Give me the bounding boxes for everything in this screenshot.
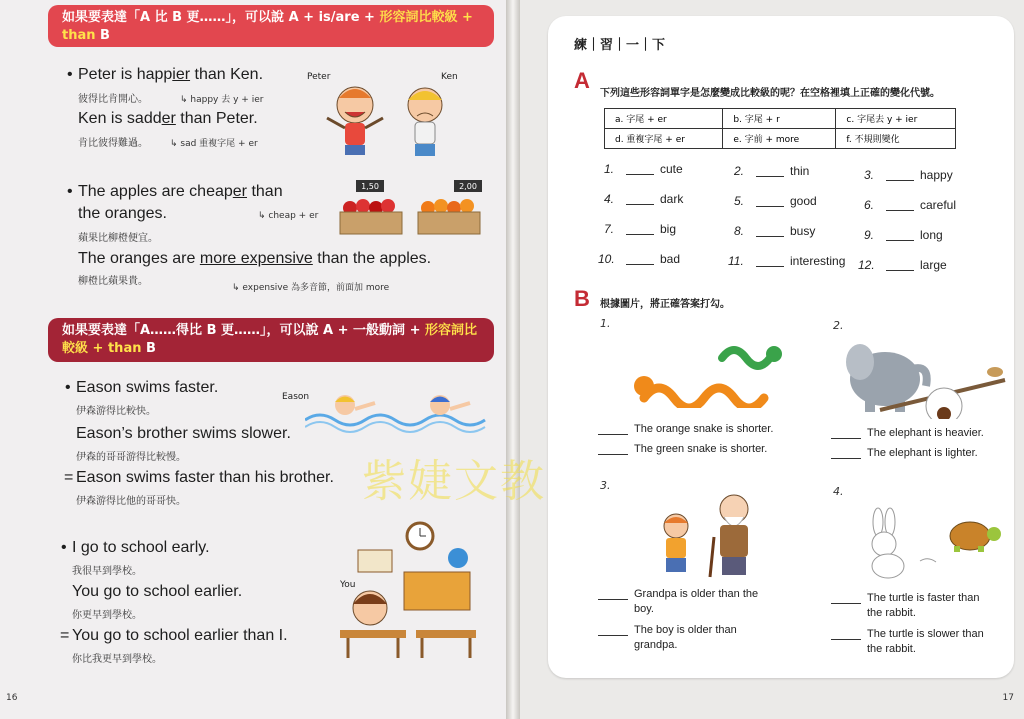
- option-f: f. 不規則變化: [836, 129, 956, 149]
- translation: 伊森游得比他的哥哥快。: [76, 496, 186, 507]
- answer-blank[interactable]: [626, 174, 654, 175]
- exercise-item[interactable]: 3. happy: [864, 168, 953, 182]
- rule-highlight-than: than: [107, 341, 142, 356]
- rabbit-figure: [872, 508, 904, 578]
- sentence-apples-cheaper-line2: the oranges.: [78, 205, 167, 222]
- option-c: c. 字尾去 y + ier: [836, 109, 956, 129]
- label-you: You: [340, 580, 356, 590]
- grandpa-boy-illustration: [654, 481, 774, 581]
- peter-figure: [327, 87, 383, 155]
- exercise-item[interactable]: 4. dark: [604, 192, 684, 206]
- sentence-i-go-early: • I go to school early.: [72, 539, 210, 557]
- brother-swimmer: [430, 395, 470, 415]
- label-ken: Ken: [441, 72, 458, 82]
- sentence-you-earlier-than-i: = You go to school earlier than I.: [72, 627, 288, 645]
- question-number: 3.: [600, 479, 611, 492]
- exercise-item[interactable]: 11. interesting: [728, 254, 846, 268]
- translation: 伊森游得比較快。: [76, 406, 156, 417]
- translation: 肯比彼得難過。: [78, 138, 148, 149]
- eason-swimmer: [335, 395, 375, 415]
- desk: [416, 630, 476, 638]
- exercise-item[interactable]: 2. thin: [734, 164, 810, 178]
- section-b-letter: B: [574, 286, 590, 311]
- sentence-eason-faster-than-brother: = Eason swims faster than his brother.: [76, 469, 334, 487]
- checkbox-blank[interactable]: [598, 454, 628, 455]
- answer-option[interactable]: The boy is older than: [598, 624, 737, 636]
- exercise-card: [548, 16, 1014, 678]
- exercise-item[interactable]: 5. good: [734, 194, 817, 208]
- grammar-note: ↳ cheap + er: [258, 211, 319, 221]
- answer-blank[interactable]: [886, 210, 914, 211]
- sentence-oranges-more-expensive: The oranges are more expensive than the apples.: [78, 250, 432, 267]
- page-number-left: 16: [6, 693, 18, 703]
- grandpa-figure: [710, 495, 748, 577]
- checkbox-blank[interactable]: [831, 438, 861, 439]
- translation: 伊森的哥哥游得比較慢。: [76, 452, 186, 463]
- answer-option[interactable]: The turtle is faster than: [831, 592, 980, 604]
- orange-snake: [644, 388, 764, 408]
- answer-blank[interactable]: [756, 206, 784, 207]
- checkbox-blank[interactable]: [598, 434, 628, 435]
- rule-highlight-than: than: [62, 28, 96, 43]
- label-eason: Eason: [282, 392, 310, 402]
- answer-option[interactable]: Grandpa is older than the: [598, 588, 758, 600]
- exercise-item[interactable]: 6. careful: [864, 198, 957, 212]
- snakes-illustration: [634, 328, 784, 408]
- globe-icon: [448, 548, 468, 568]
- answer-blank[interactable]: [756, 176, 784, 177]
- answer-option-cont: the rabbit.: [867, 607, 916, 619]
- exercise-title: 練｜習｜一｜下: [574, 38, 666, 53]
- translation: 蘋果比柳橙便宜。: [78, 233, 158, 244]
- rule-highlight: 形容詞比較級: [379, 10, 458, 25]
- translation: 你比我更早到學校。: [72, 654, 162, 665]
- rule-text-b: B: [141, 341, 156, 356]
- answer-blank[interactable]: [626, 234, 654, 235]
- green-snake: [722, 350, 770, 366]
- exercise-item[interactable]: 9. long: [864, 228, 943, 242]
- answer-blank[interactable]: [626, 204, 654, 205]
- cabinet: [404, 572, 470, 610]
- sentence-ken-sadder: Ken is sadder than Peter.: [78, 110, 258, 127]
- option-d: d. 重複字尾 + er: [605, 129, 723, 149]
- options-table: [604, 108, 956, 149]
- option-e: e. 字前 + more: [723, 129, 836, 149]
- watermark: 紫婕文教: [362, 456, 546, 507]
- exercise-item[interactable]: 1. cute: [604, 162, 683, 176]
- sentence-peter-happier: • Peter is happier than Ken.: [78, 66, 263, 84]
- rule-text: 如果要表達「A 比 B 更……」，可以說 A + is/are +: [62, 10, 380, 25]
- ken-figure: [408, 88, 442, 156]
- boy-figure: [664, 514, 688, 572]
- answer-blank[interactable]: [886, 240, 914, 241]
- rule-box-comparative-verb: [48, 318, 494, 362]
- book-spine: [506, 0, 520, 719]
- grammar-note: ↳ sad 重複字尾 + er: [170, 139, 258, 149]
- answer-option[interactable]: The orange snake is shorter.: [598, 423, 773, 435]
- answer-blank[interactable]: [886, 180, 914, 181]
- classroom-illustration: [340, 520, 485, 660]
- turtle-rabbit-illustration: [858, 506, 1008, 581]
- answer-blank[interactable]: [886, 270, 914, 271]
- rule-highlight: 形容詞比較級: [62, 323, 478, 356]
- section-a-letter: A: [574, 68, 590, 93]
- checkbox-blank[interactable]: [831, 639, 861, 640]
- swimmers-illustration: [305, 385, 490, 435]
- question-number: 4.: [833, 485, 844, 498]
- seesaw-illustration: [840, 324, 1010, 419]
- answer-blank[interactable]: [626, 264, 654, 265]
- turtle-figure: [950, 522, 1001, 552]
- abacus: [358, 550, 392, 572]
- translation: 你更早到學校。: [72, 610, 142, 621]
- answer-option-cont: boy.: [634, 603, 654, 615]
- translation: 我很早到學校。: [72, 566, 142, 577]
- option-b: b. 字尾 + r: [723, 109, 836, 129]
- sentence-you-go-earlier: You go to school earlier.: [72, 583, 243, 600]
- fruit-crates-illustration: [336, 178, 486, 238]
- checkbox-blank[interactable]: [831, 458, 861, 459]
- rule-box-comparative-be: [48, 5, 494, 47]
- answer-option[interactable]: The elephant is heavier.: [831, 427, 984, 439]
- sentence-eason-swims-faster: • Eason swims faster.: [76, 379, 218, 397]
- rule-text-b: B: [95, 28, 110, 43]
- rule-text: 如果要表達「A……得比 B 更……」，可以說 A + 一般動詞 +: [62, 323, 425, 338]
- grammar-note: ↳ expensive 為多音節，前面加 more: [232, 283, 390, 293]
- orange-price: 2,00: [459, 182, 477, 191]
- peter-ken-illustration: [315, 70, 475, 165]
- apple-price: 1,50: [361, 182, 379, 191]
- exercise-item[interactable]: 8. busy: [734, 224, 816, 238]
- desk: [340, 630, 406, 638]
- question-number: 2.: [833, 319, 844, 332]
- sentence-apples-cheaper: • The apples are cheaper than: [78, 183, 283, 201]
- apple-crate: [340, 199, 402, 234]
- checkbox-blank[interactable]: [598, 599, 628, 600]
- answer-blank[interactable]: [756, 236, 784, 237]
- rule-highlight-plus: +: [457, 10, 473, 25]
- grammar-note: ↳ happy 去 y + ier: [180, 95, 264, 105]
- orange-crate: [418, 199, 480, 234]
- rule-highlight-plus: +: [88, 341, 108, 356]
- answer-blank[interactable]: [756, 266, 784, 267]
- mouse-figure: [987, 367, 1003, 377]
- translation: 彼得比肯開心。: [78, 94, 148, 105]
- question-number: 1.: [600, 317, 611, 330]
- cane: [710, 537, 714, 577]
- exercise-item[interactable]: 10. bad: [598, 252, 681, 266]
- sentence-brother-swims-slower: Eason’s brother swims slower.: [76, 425, 291, 442]
- answer-option-cont: the rabbit.: [867, 643, 916, 655]
- page-number-right: 17: [1002, 693, 1014, 703]
- exercise-item[interactable]: 7. big: [604, 222, 677, 236]
- label-peter: Peter: [307, 72, 331, 82]
- checkbox-blank[interactable]: [598, 635, 628, 636]
- section-a-instruction: 下列這些形容詞單字是怎麼變成比較級的呢？在空格裡填上正確的變化代號。: [600, 88, 940, 99]
- answer-option[interactable]: The turtle is slower than: [831, 628, 984, 640]
- answer-option[interactable]: The elephant is lighter.: [831, 447, 978, 459]
- checkbox-blank[interactable]: [831, 603, 861, 604]
- section-b-instruction: 根據圖片，將正確答案打勾。: [600, 299, 730, 310]
- exercise-item[interactable]: 12. large: [858, 258, 947, 272]
- option-a: a. 字尾 + er: [605, 109, 723, 129]
- answer-option[interactable]: The green snake is shorter.: [598, 443, 767, 455]
- answer-option-cont: grandpa.: [634, 639, 678, 651]
- translation: 柳橙比蘋果貴。: [78, 276, 148, 287]
